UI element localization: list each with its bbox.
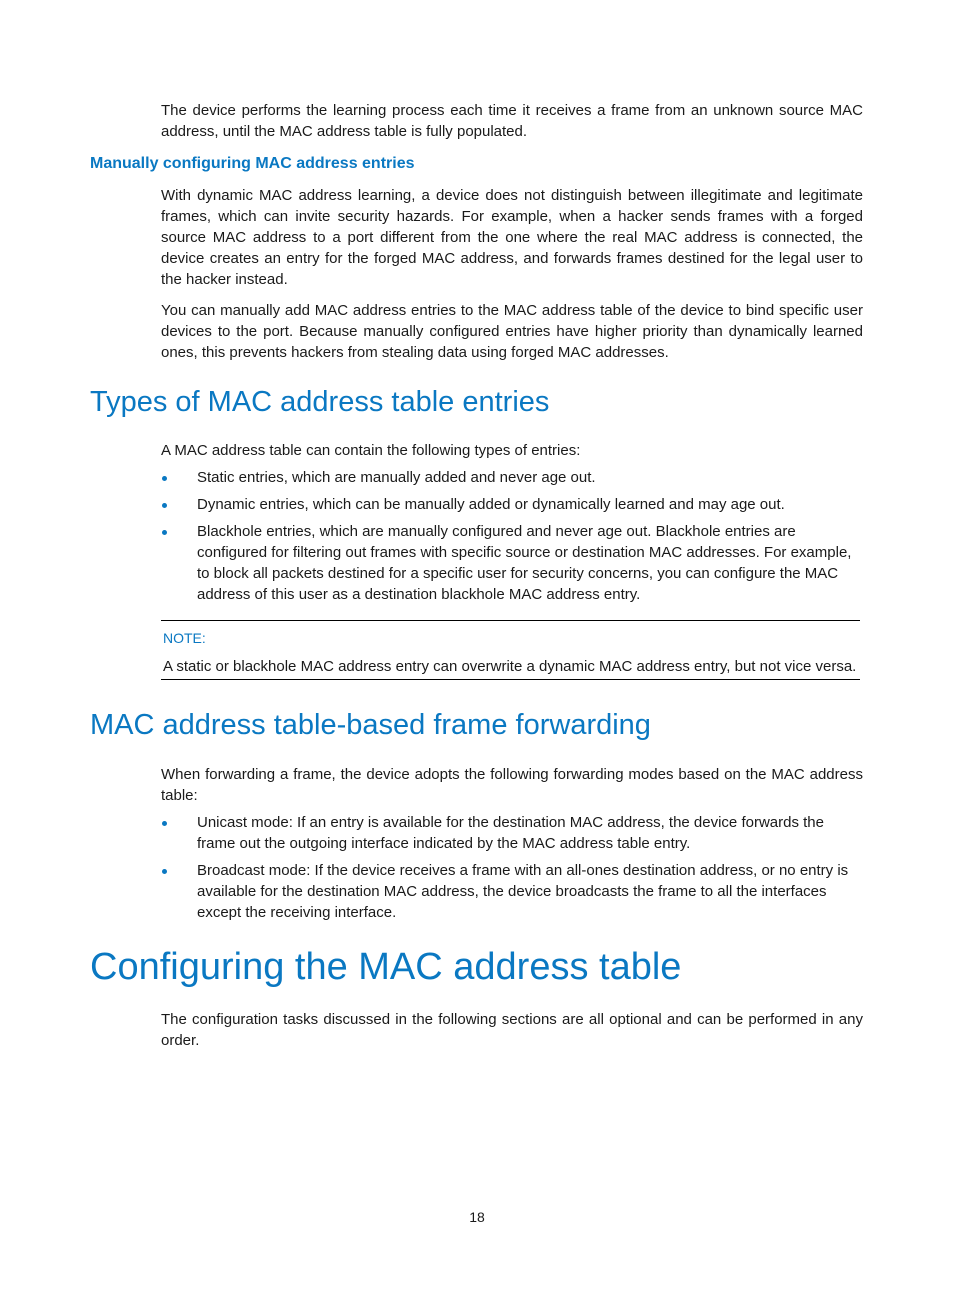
list-item — [161, 521, 863, 605]
manual-config-paragraph-1: With dynamic MAC address learning, a device does not distinguish between illegitimate and legitimate frames, which can invite security hazards. For example, when a hacker sends frames with a forged source MAC address to a port different from the one where the real MAC address is connected, the device creates an entry for the forged MAC address, and forwards frames destined for the legal user to the hacker instead. — [161, 187, 863, 288]
list-item — [161, 467, 863, 488]
list-item-text: Unicast mode: If an entry is available for the destination MAC address, the device forwards the frame out the outgoing interface indicated by the MAC address table entry. — [197, 814, 824, 852]
list-item-text: Dynamic entries, which can be manually added or dynamically learned and may age out. — [197, 496, 785, 513]
types-heading: Types of MAC address table entries — [90, 386, 550, 418]
types-list — [161, 467, 863, 611]
list-item-text: Broadcast mode: If the device receives a frame with an all-ones destination address, or no entry is available for the destination MAC address, the device broadcasts the frame to all the interfaces except the receiving interface. — [197, 862, 849, 921]
config-heading: Configuring the MAC address table — [90, 946, 682, 988]
bullet-icon — [162, 476, 167, 481]
manual-config-heading: Manually configuring MAC address entries — [90, 155, 415, 172]
list-item — [161, 860, 863, 923]
forwarding-list — [161, 812, 863, 929]
forwarding-intro: When forwarding a frame, the device adopts the following forwarding modes based on the MAC address table: — [161, 766, 863, 804]
forwarding-heading: MAC address table-based frame forwarding — [90, 709, 651, 741]
config-paragraph: The configuration tasks discussed in the following sections are all optional and can be performed in any order. — [161, 1011, 863, 1049]
bullet-icon — [162, 869, 167, 874]
list-item — [161, 812, 863, 854]
note-box — [161, 620, 860, 680]
bullet-icon — [162, 503, 167, 508]
bullet-icon — [162, 821, 167, 826]
learning-paragraph: The device performs the learning process each time it receives a frame from an unknown source MAC address, until the MAC address table is fully populated. — [161, 102, 863, 140]
bullet-icon — [162, 530, 167, 535]
manual-config-paragraph-2: You can manually add MAC address entries to the MAC address table of the device to bind specific user devices to the port. Because manually configured entries have higher priority than dynamically learned ones, this prevents hackers from stealing data using forged MAC addresses. — [161, 302, 863, 361]
types-intro: A MAC address table can contain the following types of entries: — [161, 442, 581, 459]
note-label: NOTE: — [163, 630, 206, 646]
list-item-text: Blackhole entries, which are manually configured and never age out. Blackhole entries are configured for filtering out frames with specific source or destination MAC addresses. For example, to block all packets destined for a specific user for security concerns, you can configure the MAC address of this user as a destination blackhole MAC address entry. — [197, 523, 852, 603]
page-number: 18 — [469, 1209, 485, 1225]
note-text: A static or blackhole MAC address entry can overwrite a dynamic MAC address entry, but not vice versa. — [163, 658, 857, 675]
list-item-text: Static entries, which are manually added and never age out. — [197, 469, 596, 486]
list-item — [161, 494, 863, 515]
